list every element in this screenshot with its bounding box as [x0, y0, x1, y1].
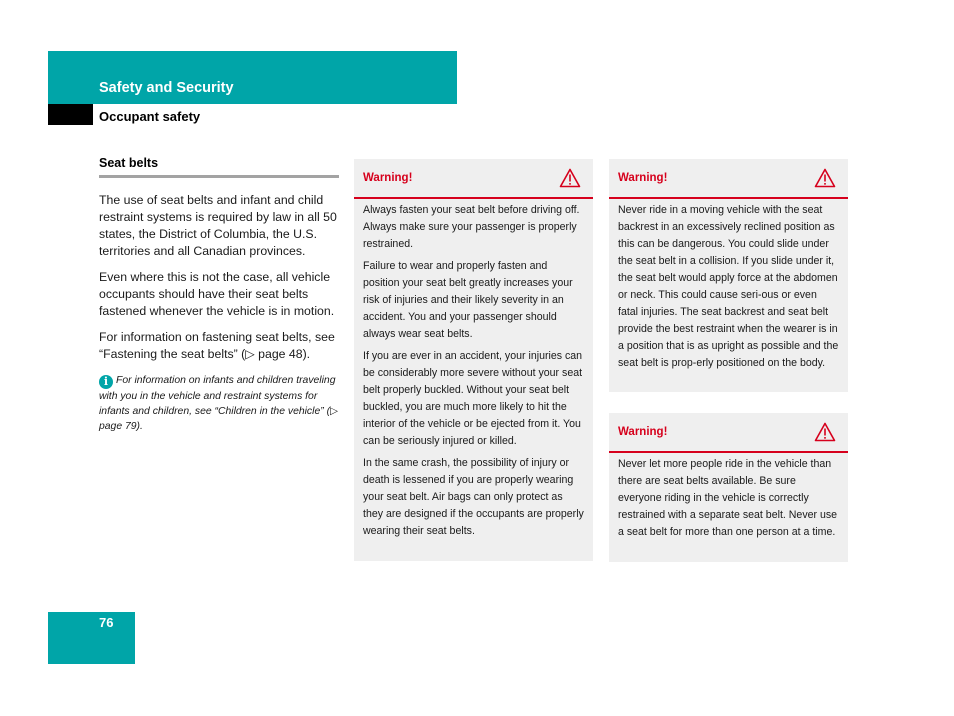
- page-number-tab: [48, 612, 135, 664]
- warning-paragraph: If you are ever in an accident, your injuries can be considerably more severe without your seat belt properly buckled. Without your seat belt buckled, you are much more likely to hit the interior of the vehicle or be ejected from it. You can be seriously injured or killed.: [363, 350, 583, 447]
- warning-paragraph: In the same crash, the possibility of injury or death is lessened if you are properly wearing your seat belt. Air bags can only protect as they are designed if the occupants are properly wearing their seat belts.: [363, 457, 584, 537]
- warning-header: [354, 159, 593, 199]
- warning-label: Warning!: [618, 426, 668, 438]
- section-title: Safety and Security: [99, 80, 234, 96]
- info-note-text: For information on infants and children traveling with you in the vehicle and restraint systems for infants and children, see “Children in the vehicle” (▷ page 79).: [99, 375, 339, 432]
- warning-paragraph: Never ride in a moving vehicle with the seat backrest in an excessively reclined position as this can be dangerous. You could slide under the seat belt in a collision. If you slide under it, the seat belt would apply force at the abdomen or neck. This could cause seri-ous or even fatal injuries. The seat backrest and seat belt provide the best restraint when the wearer is in a position that is as upright as possible and the seat belt is prop-erly positioned on the body.: [618, 204, 839, 369]
- warning-box: [609, 159, 848, 392]
- subsection-title: Occupant safety: [99, 109, 201, 124]
- body-paragraph: Even where this is not the case, all vehicle occupants should have their seat belts fastened whenever the vehicle is in motion.: [99, 270, 335, 318]
- left-column: [99, 156, 339, 434]
- warning-body: [609, 453, 848, 552]
- warning-header: [609, 413, 848, 453]
- warning-triangle-icon: [814, 168, 836, 188]
- warning-box: [609, 413, 848, 562]
- body-paragraph: For information on fastening seat belts, see “Fastening the seat belts” (▷ page 48).: [99, 330, 335, 361]
- seat-belts-heading: Seat belts: [99, 156, 339, 178]
- warning-box: [354, 159, 593, 561]
- warning-paragraph: Always fasten your seat belt before driving off. Always make sure your passenger is properly restrained.: [363, 204, 580, 250]
- section-header-bar: [48, 51, 457, 104]
- warning-paragraph: Never let more people ride in the vehicle than there are seat belts available. Be sure everyone riding in the vehicle is correctly restrained with a separate seat belt. Never use a seat belt for more than one person at a time.: [618, 458, 838, 538]
- warning-triangle-icon: [814, 422, 836, 442]
- warning-triangle-icon: [559, 168, 581, 188]
- warning-body: [354, 199, 593, 551]
- warning-label: Warning!: [363, 172, 413, 184]
- warning-header: [609, 159, 848, 199]
- warning-body: [609, 199, 848, 383]
- info-note: [99, 373, 339, 434]
- page-number: 76: [99, 615, 114, 630]
- info-icon: i: [99, 375, 113, 389]
- warning-paragraph: Failure to wear and properly fasten and position your seat belt greatly increases your risk of injuries and their likely severity in an accident. You and your passenger should always wear seat belts.: [363, 260, 573, 340]
- warning-label: Warning!: [618, 172, 668, 184]
- body-paragraph: The use of seat belts and infant and child restraint systems is required by law in all 50 states, the District of Columbia, the U.S. territories and all Canadian provinces.: [99, 193, 337, 258]
- subsection-marker: [48, 104, 93, 125]
